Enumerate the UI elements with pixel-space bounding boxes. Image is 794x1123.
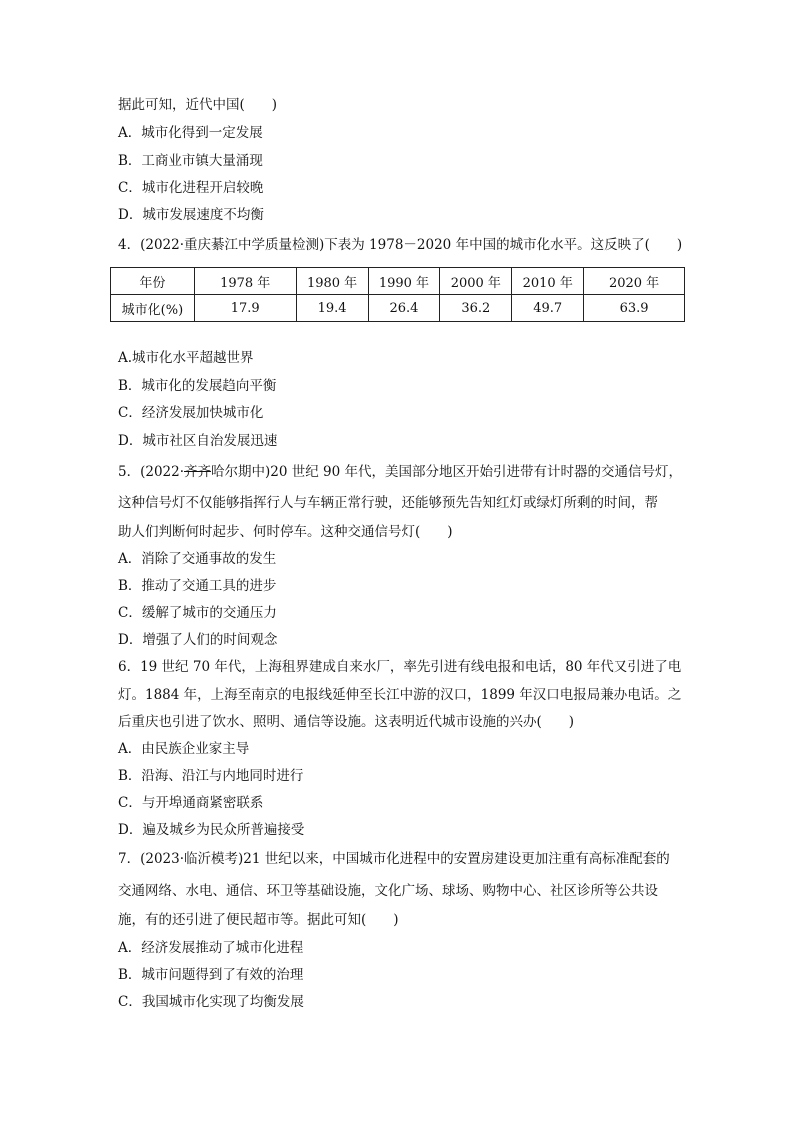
q5-line-3: 助人们判断何时起步、何时停车。这种交通信号灯( ) [118,524,453,540]
q5-option-d: D．增强了人们的时间观念 [118,632,278,648]
q6-line-1: 6．19 世纪 70 年代，上海租界建成自来水厂，率先引进有线电报和电话，80 年代又引进了电 [118,659,682,675]
q3-option-d: D．城市发展速度不均衡 [118,207,264,223]
q5-line-2: 这种信号灯不仅能够指挥行人与车辆正常行驶，还能够预先告知红灯或绿灯所剩的时间，帮 [118,495,658,511]
q5-option-a: A．消除了交通事故的发生 [118,551,277,567]
table-cell: 1978 年 [194,268,296,295]
table-cell: 26.4 [368,295,440,322]
q3-option-b: B．工商业市镇大量涌现 [118,153,263,169]
urbanization-table [110,267,685,322]
q5-option-b: B．推动了交通工具的进步 [118,578,277,594]
q7-line-3: 施，有的还引进了便民超市等。据此可知( ) [118,912,399,928]
table-cell: 19.4 [296,295,368,322]
q5-line-1-rest: 哈尔期中)20 世纪 90 年代，美国部分地区开始引进带有计时器的交通信号灯， [211,464,683,480]
q7-option-b: B．城市问题得到了有效的治理 [118,967,304,983]
table-cell: 1990 年 [368,268,440,295]
q7-line-1: 7．(2023·临沂模考)21 世纪以来，中国城市化进程中的安置房建设更加注重有高标准配套的 [118,851,670,867]
q4-option-c: C．经济发展加快城市化 [118,405,264,421]
q6-line-2: 灯。1884 年，上海至南京的电报线延伸至长江中游的汉口，1899 年汉口电报局兼办电话。之 [118,687,682,703]
q7-option-a: A．经济发展推动了城市化进程 [118,940,304,956]
q3-option-c: C．城市化进程开启较晚 [118,180,264,196]
q7-line-2: 交通网络、水电、通信、环卫等基础设施，文化广场、球场、购物中心、社区诊所等公共设 [118,883,658,899]
q4-option-b: B．城市化的发展趋向平衡 [118,378,277,394]
q5-prefix: 5．(2022· [118,464,185,480]
q4-stem: 4．(2022·重庆綦江中学质量检测)下表为 1978－2020 年中国的城市化水平。这反映了( ) [118,237,683,253]
q5-struck-text: 齐齐 [184,464,212,480]
q5-line-1 [118,463,682,481]
table-cell: 17.9 [194,295,296,322]
q4-option-a: A.城市化水平超越世界 [118,350,254,366]
q6-line-3: 后重庆也引进了饮水、照明、通信等设施。这表明近代城市设施的兴办( ) [118,714,575,730]
table-cell: 城市化(%) [111,295,195,322]
q6-option-a: A．由民族企业家主导 [118,741,250,757]
table-cell: 49.7 [512,295,584,322]
q5-option-c: C．缓解了城市的交通压力 [118,605,277,621]
table-cell: 63.9 [584,295,685,322]
table-header-row [111,268,685,295]
table-cell: 1980 年 [296,268,368,295]
table-cell: 2000 年 [440,268,512,295]
q6-option-d: D．遍及城乡为民众所普遍接受 [118,822,305,838]
q4-option-d: D．城市社区自治发展迅速 [118,433,278,449]
q6-option-b: B．沿海、沿江与内地同时进行 [118,768,304,784]
q6-option-c: C．与开埠通商紧密联系 [118,795,264,811]
table-cell: 36.2 [440,295,512,322]
table-cell: 2010 年 [512,268,584,295]
table-cell: 年份 [111,268,195,295]
table-cell: 2020 年 [584,268,685,295]
q7-option-c: C．我国城市化实现了均衡发展 [118,994,304,1010]
q3-stem: 据此可知，近代中国( ) [118,97,278,113]
table-row [111,295,685,322]
q3-option-a: A．城市化得到一定发展 [118,125,263,141]
